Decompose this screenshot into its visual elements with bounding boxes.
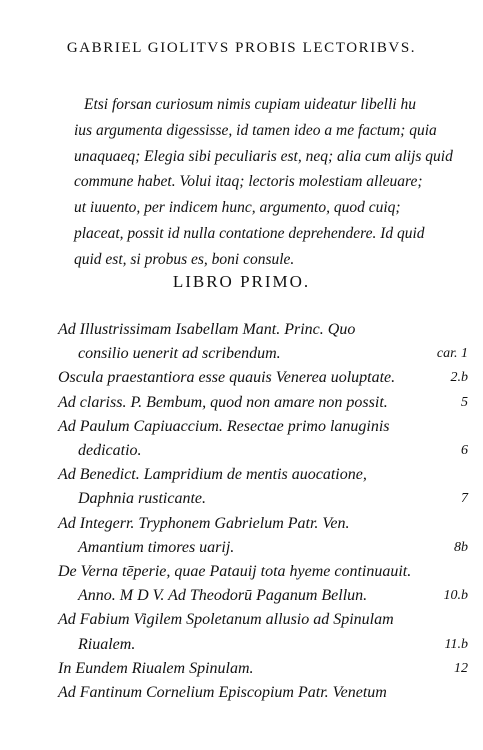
toc-entry-line: De Verna tēperie, quae Patauij tota hyeme continuauit. [58, 563, 412, 581]
toc-entry-line: Ad Illustrissimam Isabellam Mant. Princ. Quo [58, 321, 356, 338]
toc-entry [58, 318, 472, 366]
page-reference: car. 1 [436, 346, 468, 362]
page-reference: 8b [454, 539, 468, 555]
toc-entry-line: dedicatio. 6 [58, 439, 472, 463]
preface-line: ut iuuento, per indicem hunc, argumento, quod cuiq; [74, 199, 401, 217]
toc-entry-line: Anno. M D V. Ad Theodorū Paganum Bellun. 10.b [58, 584, 472, 608]
toc-entry [58, 391, 472, 415]
toc-entry-line: In Eundem Riualem Spinulam. 12 [58, 657, 472, 681]
preface-paragraph [74, 92, 479, 273]
toc-entry [58, 512, 472, 560]
section-title: LIBRO PRIMO. [172, 272, 311, 291]
page-reference: 11.b [444, 636, 468, 652]
toc-entry-line: Riualem. 11.b [58, 633, 472, 657]
page-reference: 5 [461, 394, 468, 410]
toc-entry [58, 463, 472, 511]
page-reference: 6 [461, 443, 468, 459]
preface-line: placeat, possit id nulla contatione deprehendere. Id quid [74, 224, 425, 242]
toc-entry [58, 681, 472, 705]
toc-entry-line: Ad Fabium Vigilem Spoletanum allusio ad Spinulam [58, 611, 394, 629]
toc-entry-line: Oscula praestantiora esse quauis Venerea uoluptate. 2.b [58, 366, 472, 390]
preface-line: ius argumenta digessisse, id tamen ideo a me factum; quia [74, 121, 437, 139]
page-reference: 12 [454, 660, 468, 676]
toc-entry [58, 608, 472, 656]
toc-entry [58, 560, 472, 608]
preface-line: Etsi forsan curiosum nimis cupiam uideatur libelli hu [84, 96, 416, 113]
page-reference: 10.b [443, 588, 468, 604]
preface-line: quid est, si probus es, boni consule. [74, 250, 295, 268]
toc-entry-line: Amantium timores uarij. 8b [58, 536, 472, 560]
toc-entry [58, 657, 472, 681]
toc-entry-line: Ad clariss. P. Bembum, quod non amare non possit. 5 [58, 391, 472, 415]
preface-line: commune habet. Volui itaq; lectoris molestiam alleuare; [74, 173, 423, 191]
page-header: GABRIEL GIOLITVS PROBIS LECTORIBVS. [66, 40, 417, 56]
toc-entry-line: Ad Paulum Capiuaccium. Resectae primo lanuginis [58, 417, 390, 435]
page-reference: 2.b [450, 370, 468, 386]
preface-line: unaquaeq; Elegia sibi peculiaris est, neq; alia cum alijs quid [74, 147, 453, 165]
toc-entry [58, 366, 472, 390]
toc-entry-line: Ad Integerr. Tryphonem Gabrielum Patr. Ven. [58, 514, 350, 532]
table-of-contents [58, 318, 472, 705]
page-reference: 7 [461, 491, 468, 507]
toc-entry-line: Ad Benedict. Lampridium de mentis auocatione, [58, 466, 367, 484]
toc-entry-line: Ad Fantinum Cornelium Episcopium Patr. Venetum [58, 684, 387, 702]
toc-entry-line: Daphnia rusticante. 7 [58, 487, 472, 511]
toc-entry-line: consilio uenerit ad scribendum. car. 1 [58, 342, 472, 366]
toc-entry [58, 415, 472, 463]
